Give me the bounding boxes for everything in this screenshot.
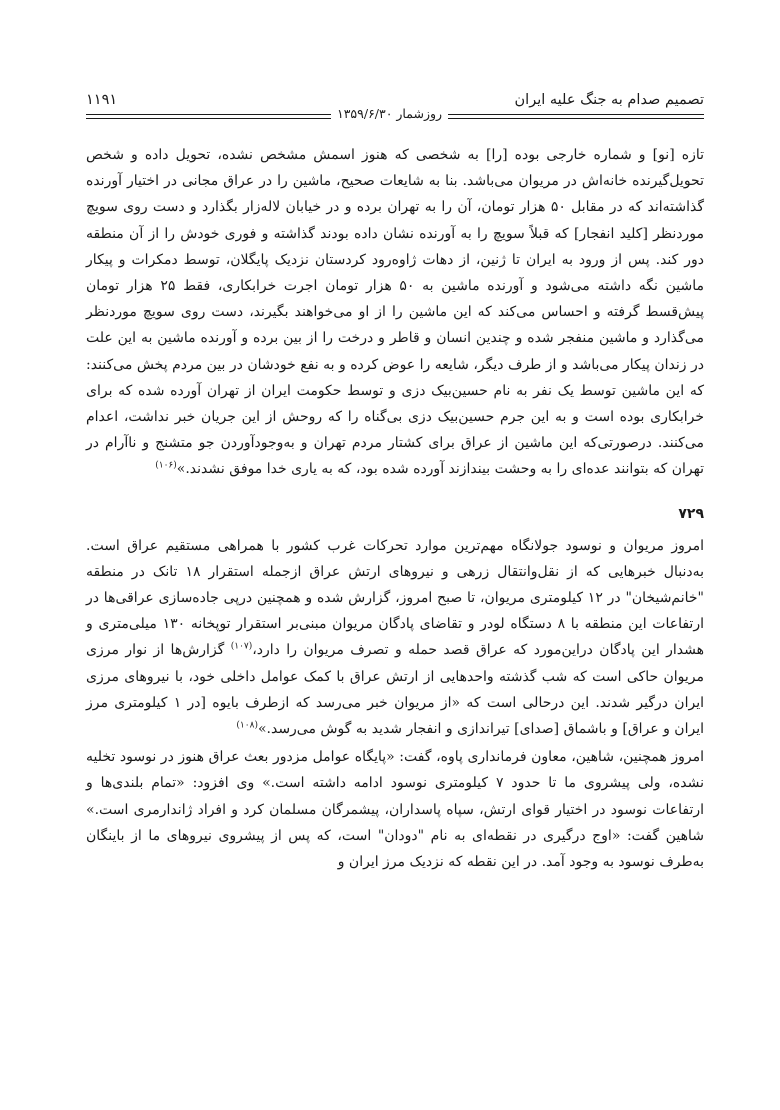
diary-date: روزشمار ۱۳۵۹/۶/۳۰ [331,106,448,121]
entry-number: ۷۲۹ [678,505,704,522]
body-text [86,142,704,875]
book-title: تصمیم صدام به جنگ علیه ایران [514,92,704,108]
footnote-ref: (۱۰۸) [236,720,258,731]
continuation-text: تازه [نو] و شماره خارجی بوده [را] به شخصی که هنوز اسمش مشخص نشده، تحویل داده و شخص تحویل‌گیرنده خانه‌اش در مریوان می‌باشد. بنا به شایعات صحیح، ماشین را در عراق مجانی در اختیار آورنده گذاشته‌اند که در مقابل ۵۰ هزار تومان، آن را به تهران برده و در خیابان لاله‌زار بگذارد و دست روی سویچ موردنظر [کلید انفجار] که قبلاً سویچ را به آورنده نشان داده بودند گذاشته و فوری خودش را از آن منطقه دور کند. پس از ورود به ایران تا ژنین، از دهات ژاوه‌رود کردستان نزدیک پایگلان، توسط دمکرات و پیکار ماشین نگه داشته می‌شود و آورنده ماشین به ۵۰ هزار تومان اجرت خرابکاری، فقط ۲۵ هزار تومان پیش‌قسط گرفته و احساس می‌کند که این ماشین را از او می‌خواهند بگیرند، دست روی سویچ موردنظر می‌گذارد و ماشین منفجر شده و چندین انسان و قاطر و درخت را از بین برده و آورنده ماشین به این علت در زندان پیکار می‌باشد و از طرف دیگر، شایعه را عوض کرده و به نفع خودشان در بین مردم پخش می‌کنند: که این ماشین توسط یک نفر به نام حسین‌بیک دزی و توسط حکومت ایران از تهران آورده شده که برای خرابکاری بوده است و به این جرم حسین‌بیک دزی بی‌گناه را که روحش از این جریان خبر نداشت، اعدام می‌کنند. درصورتی‌که این ماشین از عراق برای کشتار مردم تهران و به‌وجودآوردن جو متشنج و ناآرام در تهران که بتوانند عده‌ای را به وحشت بیندازند آورده شده بود، که به یاری خدا موفق نشدند.» [86,147,704,478]
entry-paragraph [86,533,704,743]
paragraph-text: امروز همچنین، شاهین، معاون فرمانداری پاوه، گفت: «پایگاه عوامل مزدور بعث عراق هنوز در نوسود تخلیه نشده، ولی پیشروی ما تا حدود ۷ کیلومتری نوسود ادامه داشته است.» وی افزود: «تمام بلندی‌ها و ارتفاعات نوسود در اختیار قوای ارتش، سپاه پاسداران، پیشمرگان مسلمان کرد و افراد ژاندارمری است.» شاهین گفت: «اوج درگیری در نقطه‌ای به نام "دودان" است، که پس از پیشروی نیروهای ما از باینگان به‌طرف نوسود به وجود آمد. در این نقطه که نزدیک مرز ایران و [86,749,704,871]
book-page [86,84,704,875]
footnote-ref: (۱۰۷) [230,641,253,652]
page-number: ۱۱۹۱ [86,92,118,108]
paragraph-text: امروز مریوان و نوسود جولانگاه مهم‌ترین موارد تحرکات غرب کشور با همراهی مستقیم عراق است. به‌دنبال خبرهایی که از نقل‌وانتقال زرهی و نیروهای ارتش عراق ازجمله استقرار ۱۸ تانک در منطقه "خانم‌شیخان" در ۱۲ کیلومتری مریوان، تا صبح امروز، گزارش شده و همچنین درپی جاده‌سازی عراقی‌ها در ارتفاعات این منطقه با ۸ دستگاه لودر و تقاضای پادگان مریوان مبنی‌بر استقرار توپخانه ۱۳۰ میلی‌متری و هشدار این پادگان دراین‌مورد که عراق قصد حمله و تصرف مریوان را دارد، [86,537,704,659]
paragraph-text: گزارش‌ها از نوار مرزی مریوان حاکی است که شب گذشته واحدهایی از ارتش عراق با کمک عوامل داخلی خود، با نیروهای مرزی ایران درگیر شدند. این درحالی است که «از مریوان خبر می‌رسد که ازطرف بایوه [در ۱ کیلومتری مرز ایران و عراق] و باشماق [صدای] تیراندازی و انفجار شدید به گوش می‌رسد.» [86,642,704,738]
entry-paragraph [86,744,704,875]
footnote-ref: (۱۰۶) [155,460,177,471]
running-header [86,84,704,124]
continuation-paragraph [86,142,704,483]
